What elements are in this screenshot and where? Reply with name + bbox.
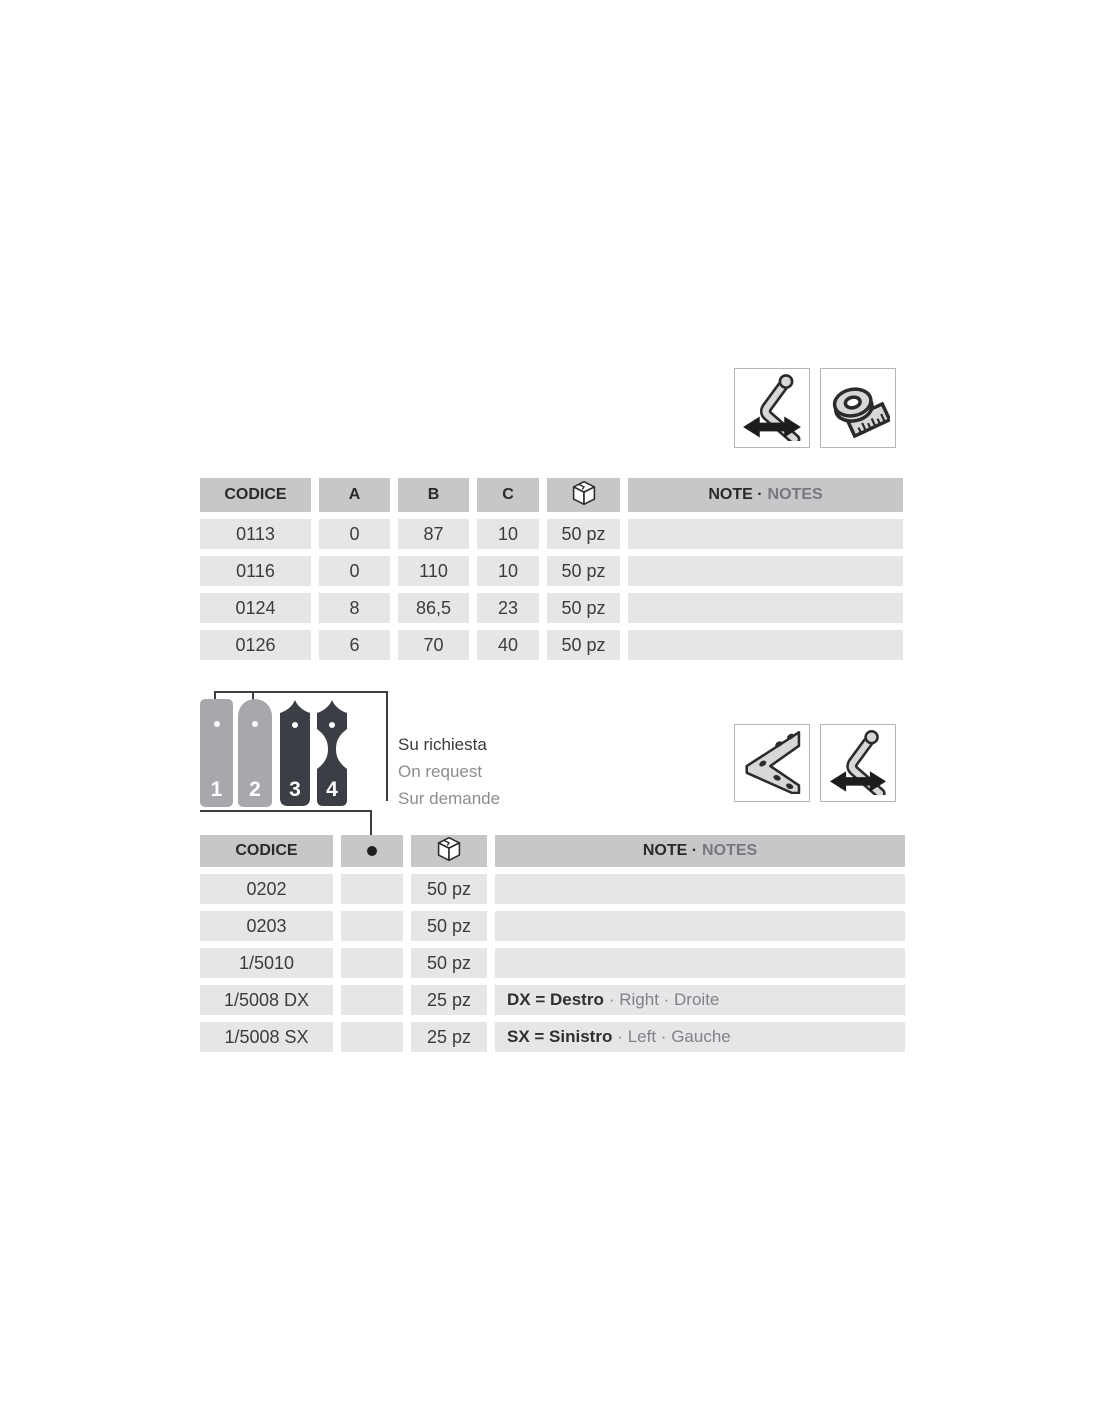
table2-header-codice: CODICE — [200, 835, 333, 867]
table-cell-codice: 1/5008 DX — [200, 985, 333, 1015]
table-cell-codice: 0116 — [200, 556, 311, 586]
table-cell-pack: 50 pz — [547, 556, 620, 586]
table-cell-a: 0 — [319, 519, 390, 549]
table-cell-note — [628, 519, 903, 549]
table-cell-variant — [341, 1022, 403, 1052]
table-cell-note — [495, 874, 905, 904]
icon-box-corner-plate — [734, 724, 810, 802]
bracket-top-line — [214, 691, 388, 693]
caption-it: Su richiesta — [398, 735, 487, 754]
variant-connector-dot — [367, 846, 377, 856]
table-cell-codice: 1/5008 SX — [200, 1022, 333, 1052]
table1-header-b: B — [398, 478, 469, 512]
table-cell-codice: 0124 — [200, 593, 311, 623]
on-request-caption — [398, 731, 500, 812]
hex-key-double-arrow-icon — [740, 371, 804, 446]
table-cell-a: 6 — [319, 630, 390, 660]
table-cell-pack: 50 pz — [547, 593, 620, 623]
variant-number: 1 — [210, 778, 223, 801]
table1-header-pack — [547, 478, 620, 512]
table2-header-pack — [411, 835, 487, 867]
package-icon — [436, 835, 462, 868]
table-cell-b: 110 — [398, 556, 469, 586]
table-cell-note — [495, 948, 905, 978]
notes-label-dark: NOTE · — [642, 842, 698, 859]
table1-header-c: C — [477, 478, 539, 512]
mount-hole-dot — [214, 721, 220, 727]
table1-header-codice: CODICE — [200, 478, 311, 512]
dimensions-table — [200, 478, 903, 660]
table-cell-variant — [341, 874, 403, 904]
table-cell-c: 10 — [477, 519, 539, 549]
table-cell-pack: 50 pz — [411, 948, 487, 978]
notes-label-gray: NOTES — [702, 842, 758, 859]
icon-box-adjustable — [734, 368, 810, 448]
icon-box-adjustable-2 — [820, 724, 896, 802]
variant-number: 4 — [326, 778, 338, 801]
table1-header-notes — [628, 478, 903, 512]
table-cell-b: 87 — [398, 519, 469, 549]
mount-hole-dot — [252, 721, 258, 727]
icon-box-measure — [820, 368, 896, 448]
table2-header-variant — [341, 835, 403, 867]
table-cell-variant — [341, 911, 403, 941]
table-cell-note — [628, 556, 903, 586]
table-cell-codice: 0126 — [200, 630, 311, 660]
table-cell-pack: 50 pz — [411, 874, 487, 904]
table-cell-codice: 1/5010 — [200, 948, 333, 978]
variant-number: 3 — [289, 778, 301, 801]
table-cell-codice: 0203 — [200, 911, 333, 941]
caption-fr: Sur demande — [398, 789, 501, 808]
variant-shape-1 — [200, 699, 233, 807]
table-cell-note: DX = Destro · Right · Droite — [495, 985, 905, 1015]
table-cell-variant — [341, 985, 403, 1015]
variant-shape-4 — [315, 699, 349, 807]
table-cell-note: SX = Sinistro · Left · Gauche — [495, 1022, 905, 1052]
notes-label-dark: NOTE · — [708, 486, 763, 503]
table-cell-pack: 25 pz — [411, 1022, 487, 1052]
table-cell-pack: 25 pz — [411, 985, 487, 1015]
table-cell-codice: 0202 — [200, 874, 333, 904]
table-cell-c: 10 — [477, 556, 539, 586]
corner-plate-icon — [740, 728, 804, 799]
table-cell-note — [495, 911, 905, 941]
table-cell-codice: 0113 — [200, 519, 311, 549]
table-cell-note — [628, 593, 903, 623]
hex-key-double-arrow-icon — [826, 727, 890, 800]
table-cell-note — [628, 630, 903, 660]
table-cell-b: 86,5 — [398, 593, 469, 623]
table-cell-pack: 50 pz — [411, 911, 487, 941]
measuring-tape-icon — [826, 371, 890, 446]
variant-shape-3 — [278, 699, 312, 807]
bracket-descender — [386, 691, 388, 801]
caption-en: On request — [398, 762, 483, 781]
table2-header-notes — [495, 835, 905, 867]
notes-label-gray: NOTES — [767, 486, 823, 503]
table-cell-a: 0 — [319, 556, 390, 586]
variant-shape-2 — [238, 699, 272, 807]
codes-table — [200, 835, 905, 1052]
table-cell-b: 70 — [398, 630, 469, 660]
table-cell-pack: 50 pz — [547, 630, 620, 660]
variant-number: 2 — [249, 778, 261, 801]
table-cell-a: 8 — [319, 593, 390, 623]
table-cell-variant — [341, 948, 403, 978]
table-cell-pack: 50 pz — [547, 519, 620, 549]
package-icon — [571, 479, 597, 512]
table1-header-a: A — [319, 478, 390, 512]
table-cell-c: 23 — [477, 593, 539, 623]
table-cell-c: 40 — [477, 630, 539, 660]
bracket-bottom-line — [200, 810, 372, 812]
